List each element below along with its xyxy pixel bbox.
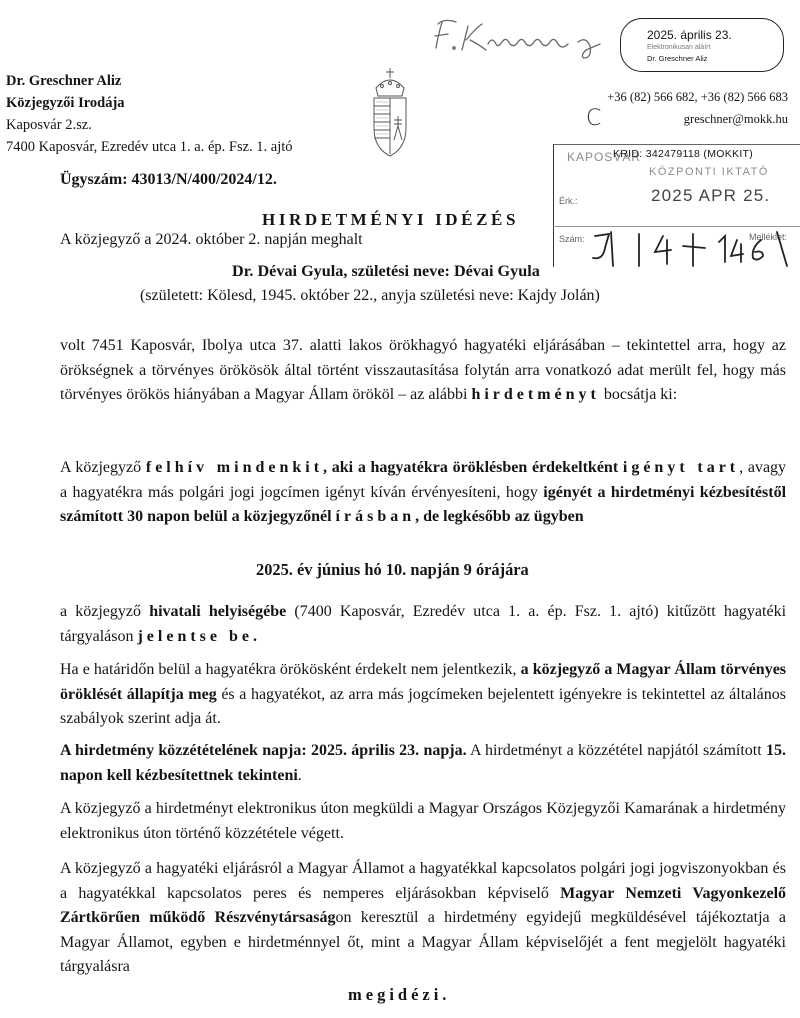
email-address: greschner@mokk.hu [683,112,788,126]
emphasis-announcement: hirdetményt [471,386,600,403]
case-number: Ügyszám: 43013/N/400/2024/12. [60,171,277,188]
intro-text: A közjegyző a 2024. október 2. napján meghalt [60,231,363,248]
registration-stamp [553,144,800,267]
emphasis-in-writing: írásban [335,508,416,525]
stamp-handwriting [553,144,800,267]
paragraph-call-to-claimants: A közjegyző felhív mindenkit, aki a hagyatékra öröklésben érdekeltként igényt tart, avagy a hagyatékra más polgári jogi jogcímen igényt kíván érvényesíteni, hogy igényét a hirdetményi kézbesítéstől számított 30 napon belül a közjegyzőnél írásban, de legkésőbb az ügyben [60,459,787,525]
deceased-name: Dr. Dévai Gyula, születési neve: Dévai Gyula [232,262,540,280]
notary-name: Dr. Greschner Aliz [6,73,122,89]
paragraph-estate-proceedings: volt 7451 Kaposvár, Ibolya utca 37. alatti lakos örökhagyó hagyatéki eljárásában – tekintettel arra, hogy az örökségnek a törvényes örökösök által történt visszautasítása folytán arra vonatkozó adat merült fel, hogy más törvényes örökös hiányában a Magyar Állam örököl – az alábbi hirdetményt bocsátja ki: [60,337,786,403]
signature-note: Elektronikusan aláírt [647,44,711,51]
emphasis-report: jelentse be. [137,627,261,645]
paragraph-default-outcome: Ha e határidőn belül a hagyatékra örökösként érdekelt nem jelentkezik, a közjegyző a Magyar Állam törvényes öröklését állapítja meg és a hagyatékot, az arra más jogcímeken bejelentett igényekre is tekintettel az általános szabályok szerint adja át. [60,661,787,727]
paragraph-state-notification: A közjegyző a hagyatéki eljárásról a Magyar Államot a hagyatékkal kapcsolatos polgári jogi jogviszonyokban és a hagyatékkal kapcsolatos peres és nemperes eljárásokban képviselő Magyar Nemzeti Vagyonkezelő Zártkörűen működő Részvénytársaságon keresztül a hirdetmény egyidejű megküldésével tájékoztatja a Magyar Államot, egyben e hirdetménnyel őt, mint a Magyar Állam képviselőjét a fent megjelölt hagyatéki tárgyalásra [60,860,787,975]
stamp-department: KÖZPONTI IKTATÓ [649,166,769,178]
stamp-attachment-label: Melléklet: [749,232,788,242]
hearing-date: 2025. év június hó 10. napján 9 órájára [256,560,529,579]
handwritten-signature [430,14,615,60]
emphasis-office-premises: hivatali helyiségébe [149,603,287,620]
emphasis-calls-everyone: felhív mindenkit [145,459,324,476]
handwritten-c-mark: C [586,106,602,131]
paragraph-electronic-publication: A közjegyző a hirdetményt elektronikus úton megküldi a Magyar Országos Közjegyzői Kamarának a hirdetmény elektronikus úton történő közzététele végett. [60,800,786,842]
stamp-org: KAPOSVÁR [567,150,642,164]
emphasis-delivery-day: 15. napon kell kézbesítettnek tekinteni [60,742,787,784]
emphasis-state-asset-manager: Magyar Nemzeti Vagyonkezelő Zártkörűen működő Részvénytársaság [60,884,787,926]
paragraph-publication-date: A hirdetmény közzétételének napja: 2025. április 23. napja. A hirdetményt a közzététel napjától számított 15. napon kell kézbesítettnek tekinteni. [60,742,787,784]
paragraph-hearing-location: a közjegyző hivatali helyiségébe (7400 Kaposvár, Ezredév utca 1. a. ép. Fsz. 1. ajtó) kitűzött hagyatéki tárgyaláson jelentse be. [60,603,787,645]
notary-office-block [6,70,336,158]
stamp-received-label: Érk.: [559,196,578,206]
stamp-received-date: 2025 APR 25. [651,186,771,205]
office-name: Közjegyzői Irodája [6,95,125,111]
stamp-krid: KRID: 342479118 (MOKKIT) [613,148,754,160]
office-address: 7400 Kaposvár, Ezredév utca 1. a. ép. Fsz. 1. ajtó [6,139,293,155]
document-date: 2025. április 23. [647,28,732,42]
contact-info [488,86,788,130]
emphasis-publication-date: A hirdetmény közzétételének napja: 2025. április 23. napja. [60,742,467,759]
hungarian-coat-of-arms-icon [366,66,414,162]
emphasis-state-inheritance: a közjegyző a Magyar Állam törvényes öröklését állapítja meg [60,661,787,703]
stamp-number-label: Szám: [559,234,585,244]
phone-numbers: +36 (82) 566 682, +36 (82) 566 683 [607,90,788,104]
date-signature-box [620,18,784,72]
emphasis-claims: igényt tart [622,459,740,476]
signer-name: Dr. Greschner Aliz [647,54,708,63]
document-title: HIRDETMÉNYI IDÉZÉS [262,210,520,229]
emphasis-deadline: igényét a hirdetményi kézbesítéstől számított 30 napon belül a közjegyzőnél [60,483,787,525]
office-city-line: Kaposvár 2.sz. [6,117,92,133]
deceased-birth-details: (született: Kölesd, 1945. október 22., anyja születési neve: Kajdy Jolán) [140,287,600,304]
closing-summons: megidézi. [348,985,451,1004]
